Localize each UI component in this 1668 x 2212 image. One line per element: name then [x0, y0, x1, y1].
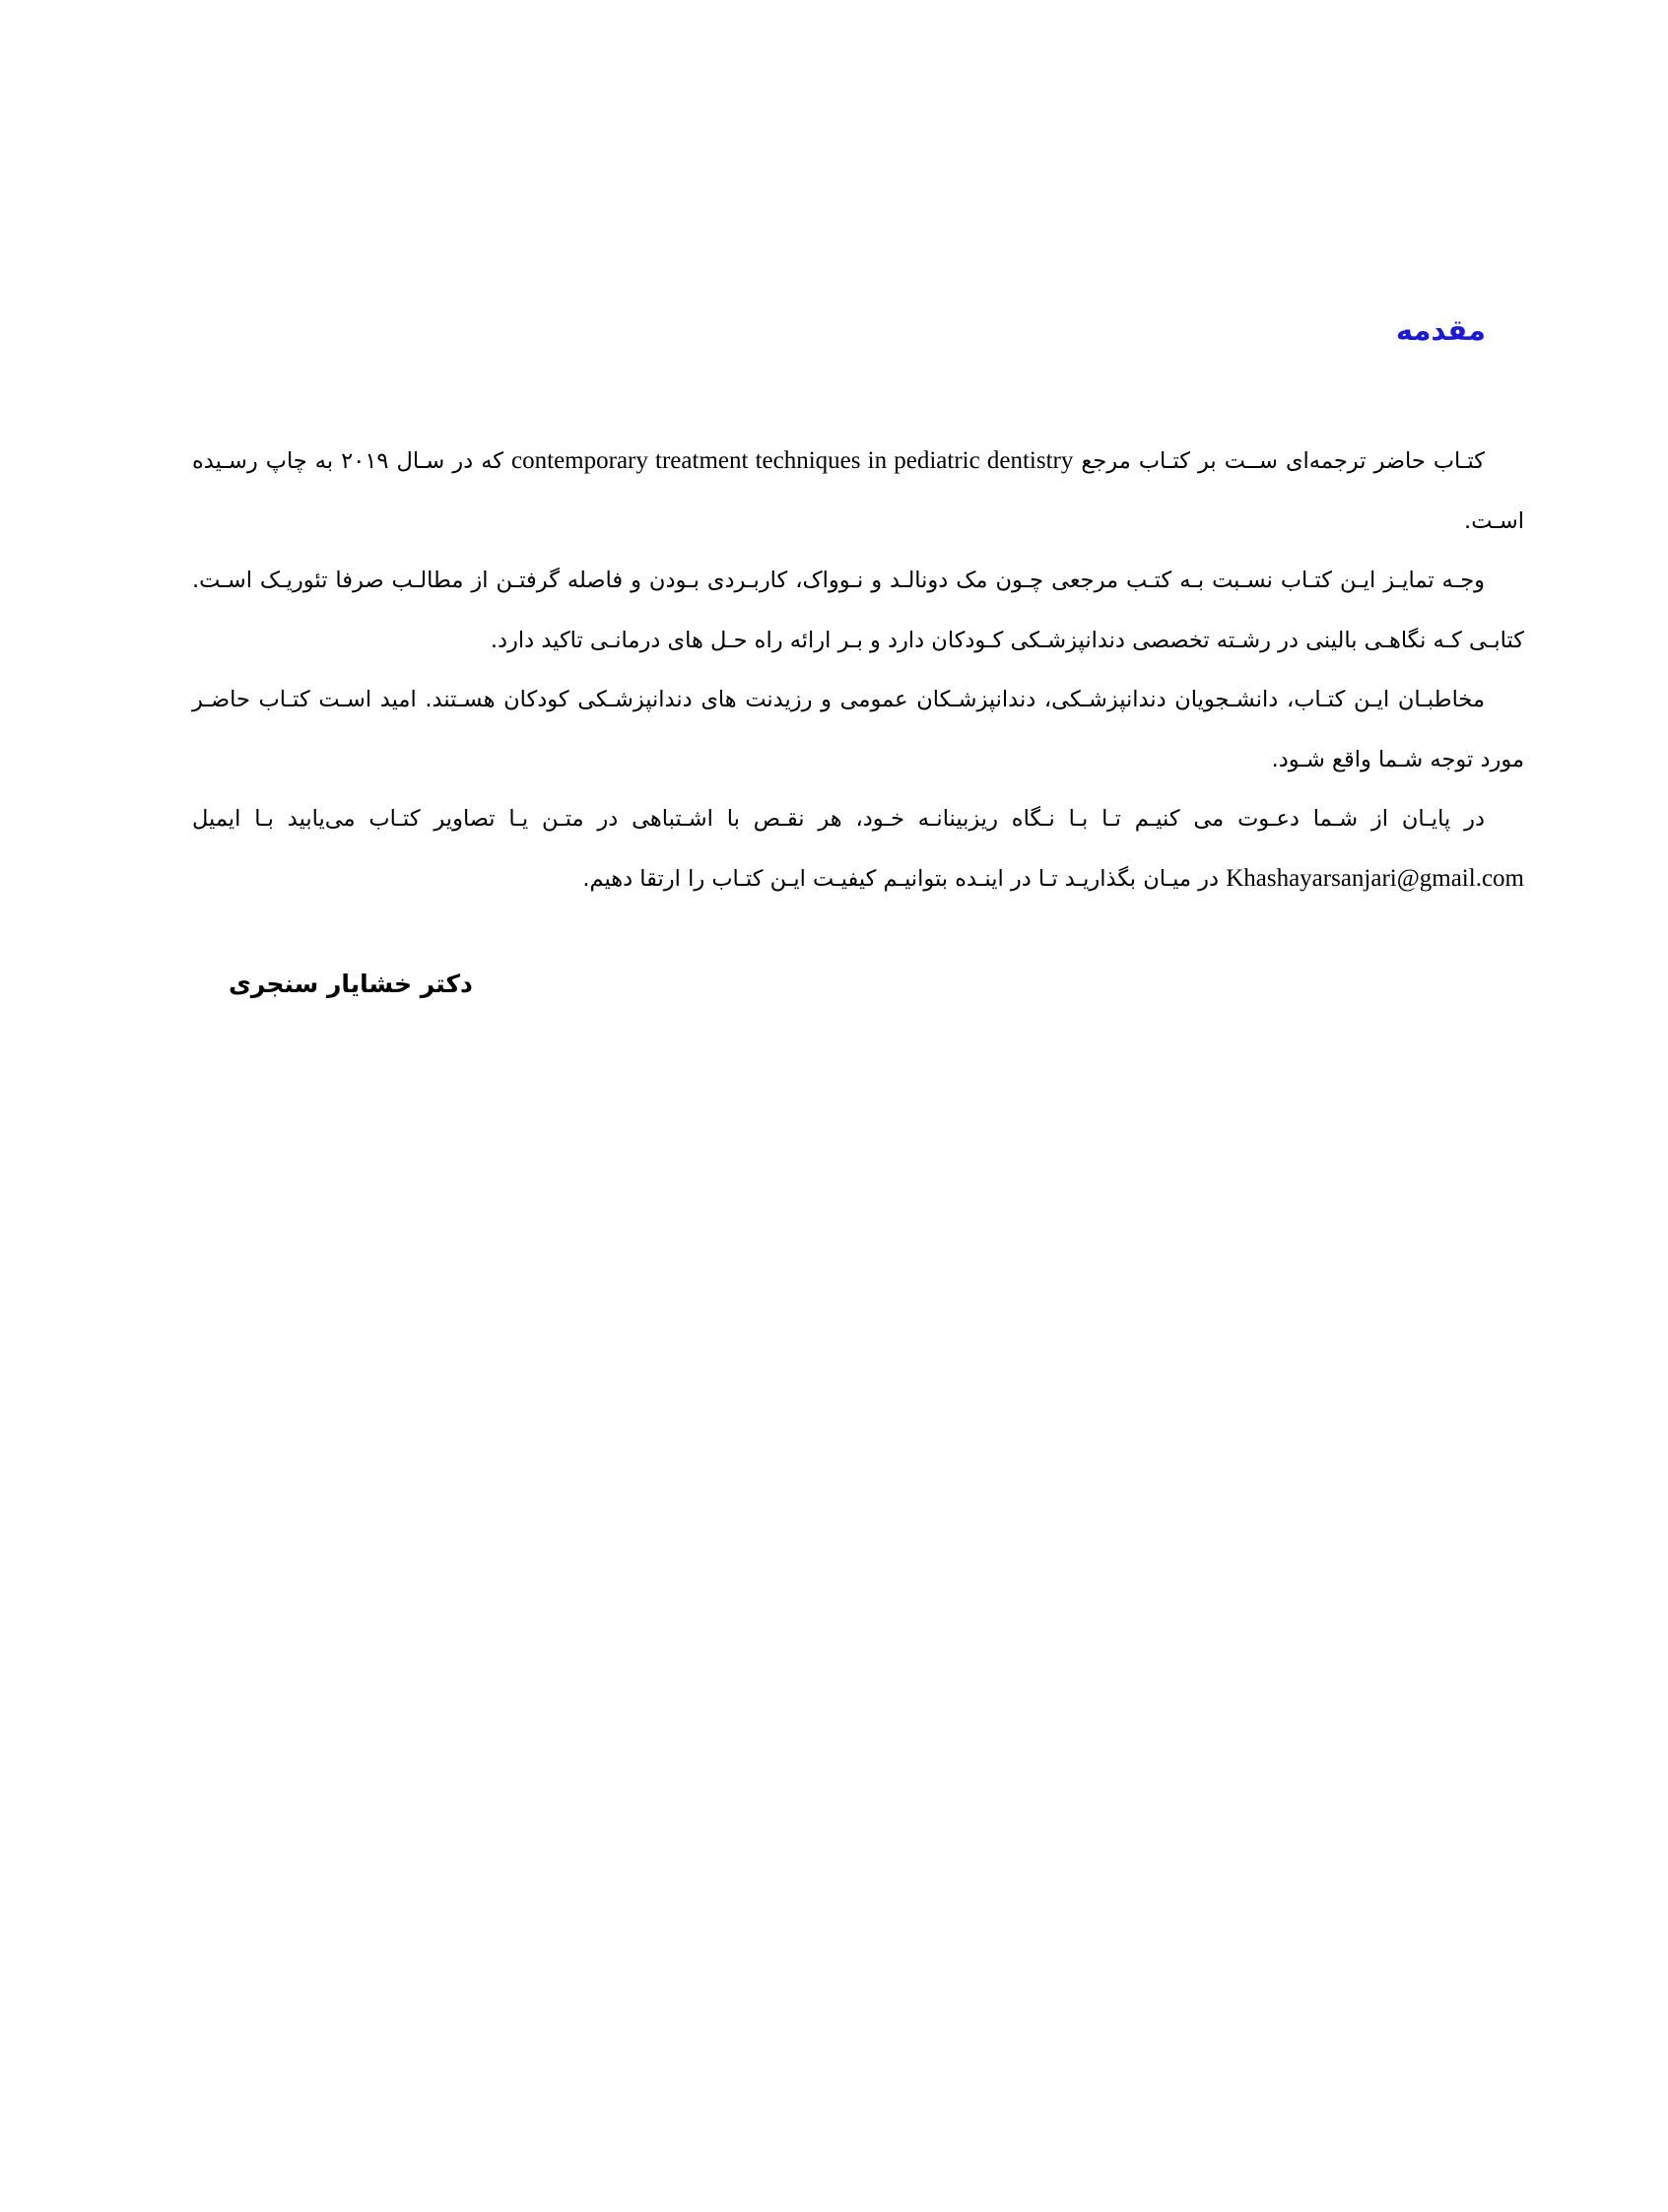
contact-email: Khashayarsanjari@gmail.com [1226, 864, 1524, 892]
paragraph-feedback-part1: در پایـان از شـما دعـوت می کنیـم تـا بـا نـگاه ریزبینانـه خـود، هر نقـص با اشـتباهی در متـن یـا تصاویر کتـاب می‌یابید بـا ایمیل [192, 806, 1485, 832]
paragraph-distinction: وجـه تمایـز ایـن کتـاب نسـبت بـه کتـب مرجعی چـون مک دونالـد و نـوواک، کاربـردی بـودن و فاصله گرفتـن از مطالـب صرفا تئوریـک اسـت. کتابـی کـه نگاهـی بالینی در رشـته تخصصی دندانپزشـکی کـودکان دارد و بـر ارائه راه حـل های درمانـی تاکید دارد. [192, 568, 1524, 653]
publication-year: ۲۰۱۹ [341, 448, 389, 474]
document-body [192, 432, 1524, 908]
paragraph-intro-part1: کتـاب حاضر ترجمه‌ای ســت بر کتـاب مرجع [1073, 448, 1485, 474]
paragraph-intro-part3: به چاپ رسـیده اسـت. [192, 448, 1524, 534]
page-title: مقدمه [1395, 313, 1486, 347]
paragraph-feedback-part2: در میـان بگذاریـد تـا در اینـده بتوانیـم کیفیـت ایـن کتـاب را ارتقا دهیم. [582, 865, 1227, 892]
paragraph-intro-part2: که در سـال [388, 448, 512, 474]
paragraph-audience: مخاطبـان ایـن کتـاب، دانشـجویان دندانپزشـکی، دندانپزشـکان عمومی و رزیدنت های دندانپزشـکی کودکان هسـتند. امید اسـت کتـاب حاضـر مورد توجه شـما واقع شـود. [192, 687, 1524, 772]
paragraph-intro [192, 432, 1524, 551]
book-title: contemporary treatment techniques in pediatric dentistry [511, 447, 1074, 474]
author-signature: دکتر خشایار سنجری [229, 970, 473, 998]
paragraph-feedback [192, 789, 1524, 908]
